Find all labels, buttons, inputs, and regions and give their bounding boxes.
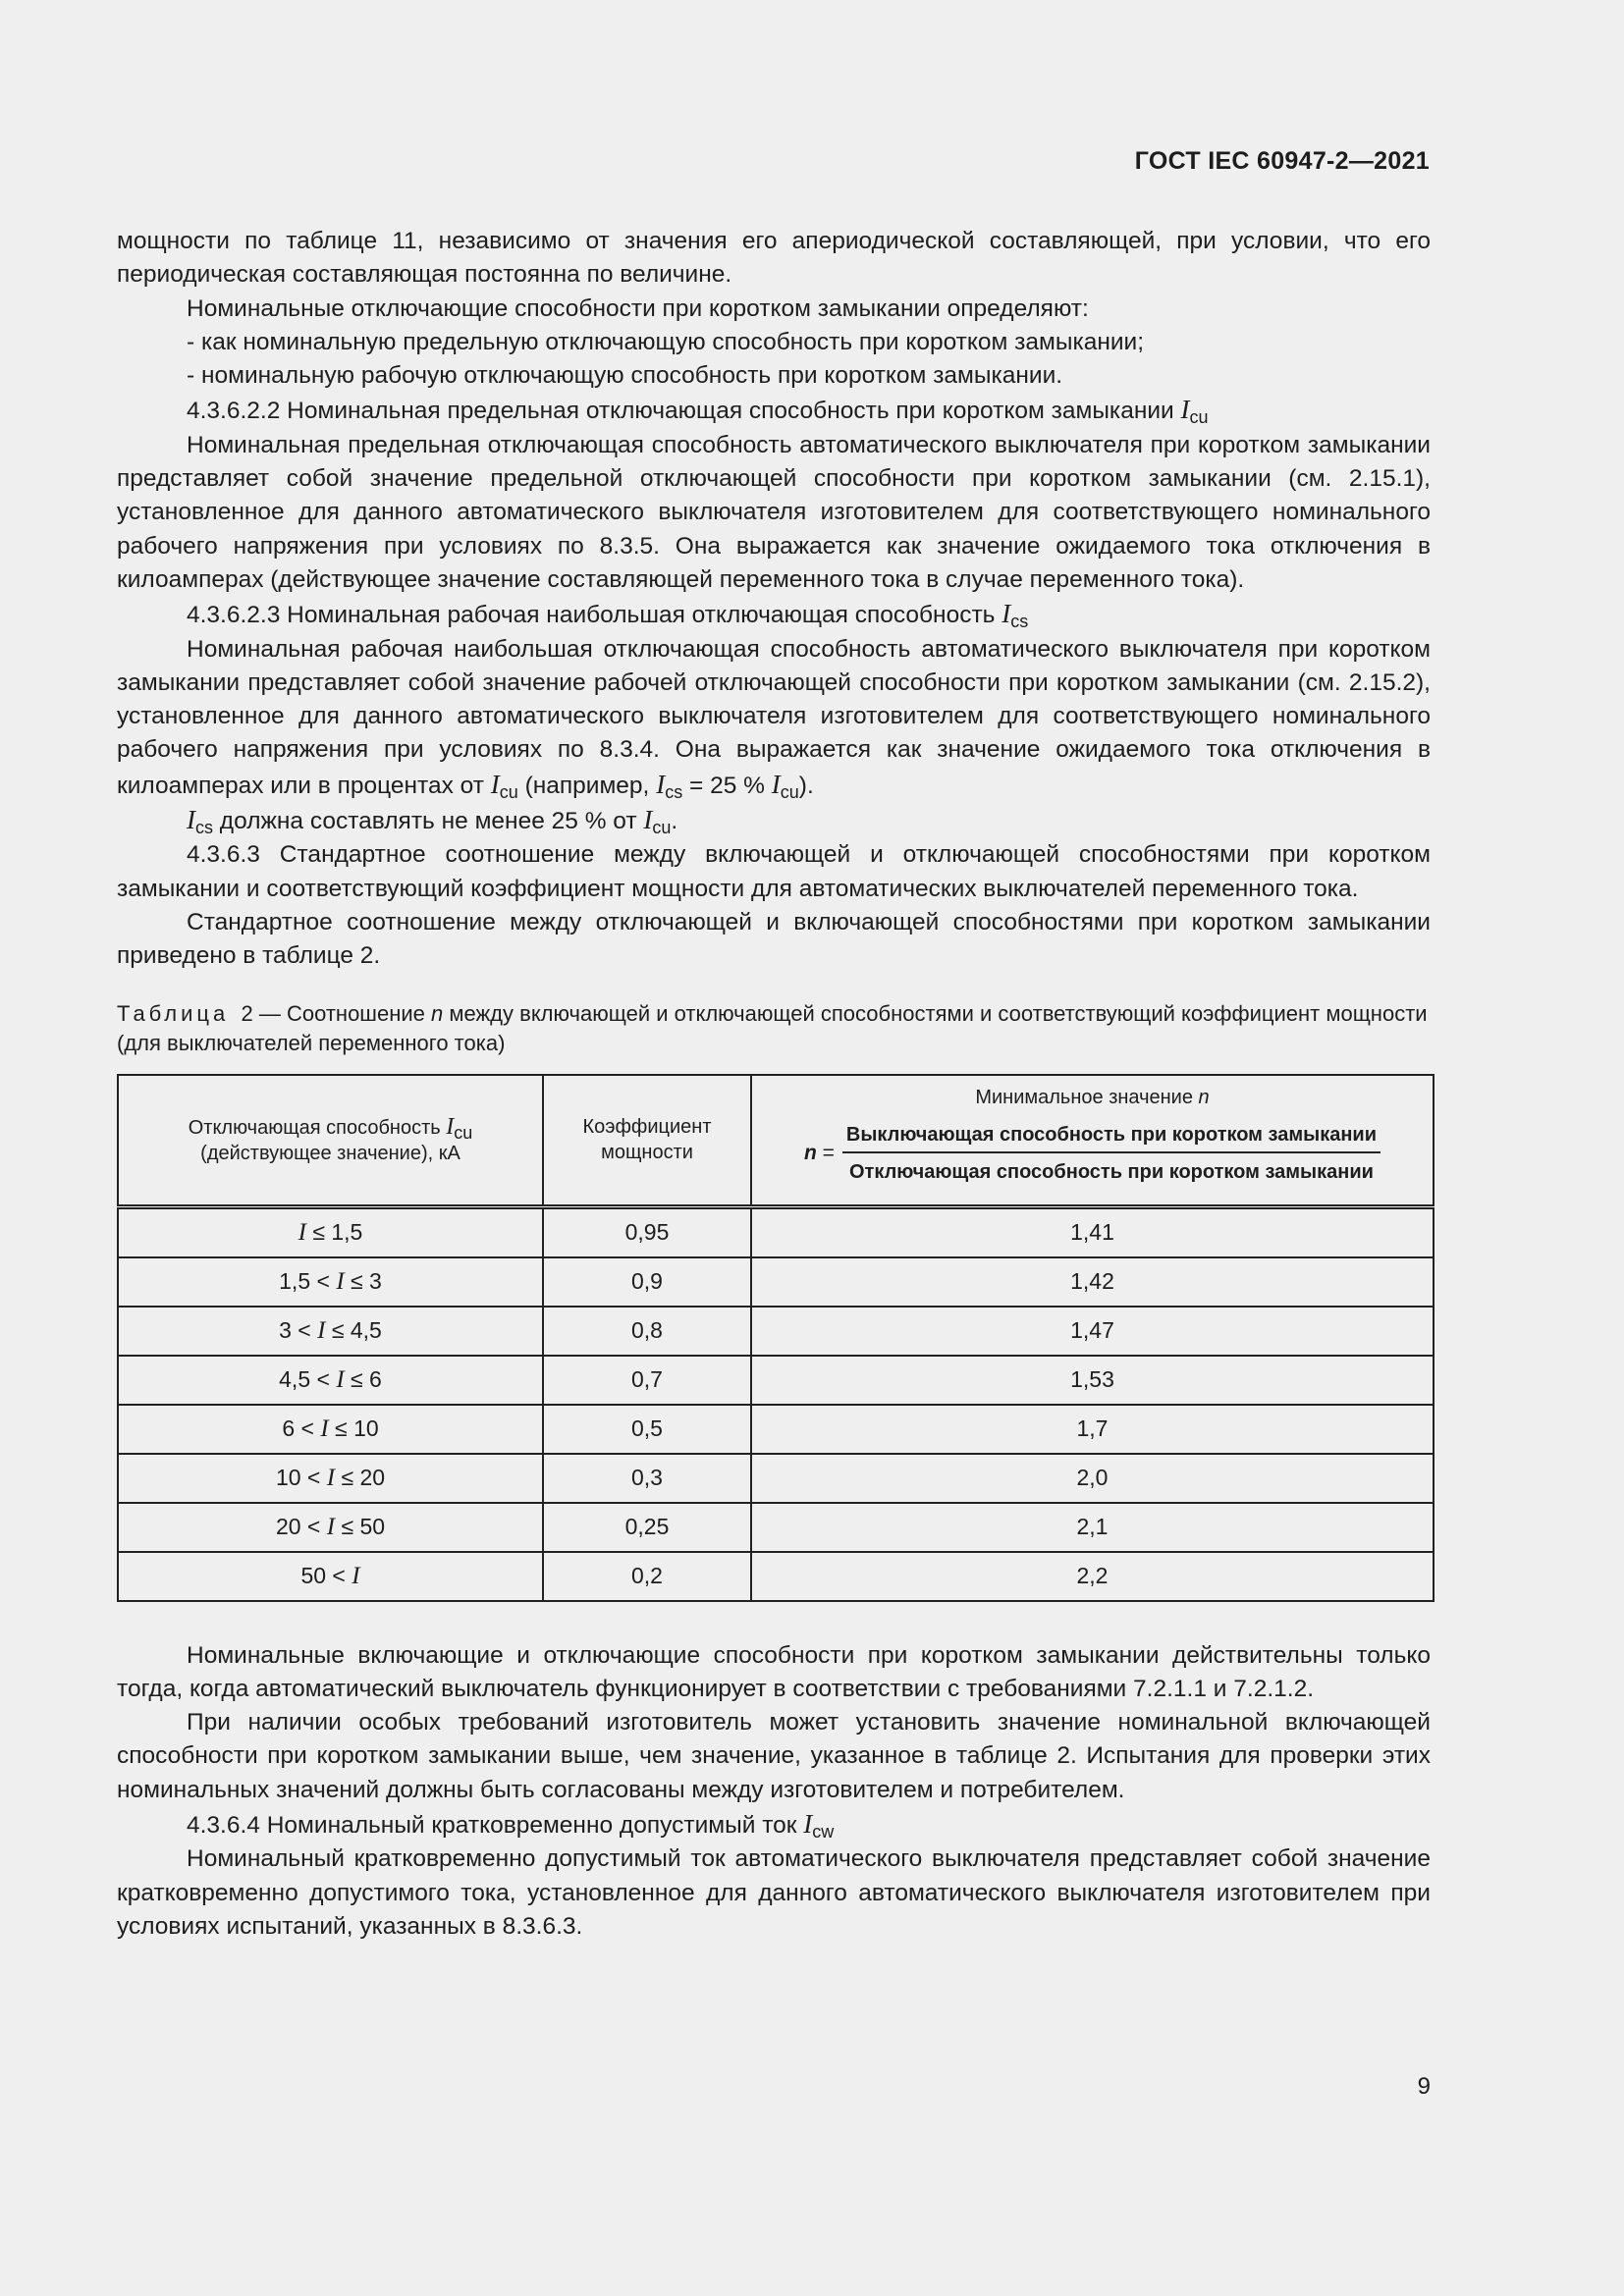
subscript: cu [780, 781, 799, 802]
range-suffix: ≤ 10 [328, 1415, 379, 1441]
subscript: cu [1189, 407, 1209, 428]
range-prefix: 3 < [279, 1316, 318, 1343]
caption-text: — Соотношение [252, 1000, 431, 1026]
symbol-n: n [803, 1142, 817, 1165]
caption-label: Таблица [117, 1000, 230, 1026]
text-run: должна составлять не менее 25 % от [213, 808, 644, 835]
cell-range [118, 1356, 543, 1405]
symbol-i: I [336, 1365, 345, 1393]
table-row [118, 1356, 1434, 1405]
range-suffix: ≤ 4,5 [325, 1316, 382, 1343]
table-header-row [118, 1075, 1434, 1207]
section-heading-4-3-6-2-2 [117, 393, 1431, 428]
cell-range [118, 1257, 543, 1307]
symbol-i: I [187, 805, 195, 835]
section-heading-4-3-6-2-3 [117, 597, 1431, 632]
cell-power-factor: 0,7 [543, 1356, 751, 1405]
page-content [117, 225, 1431, 1944]
paragraph: Номинальные отключающие способности при коротком замыкании определяют: [187, 294, 1089, 322]
table-row [118, 1307, 1434, 1356]
symbol-n: n [1198, 1087, 1210, 1109]
range-suffix: ≤ 6 [344, 1365, 382, 1392]
fraction-denominator: Отключающая способность при коротком замыкании [848, 1161, 1374, 1184]
text-run: = 25 % [682, 772, 772, 799]
cell-range [118, 1552, 543, 1601]
cell-power-factor: 0,5 [543, 1405, 751, 1454]
subscript: cs [195, 818, 213, 838]
header-text: (действующее значение), кА [200, 1142, 460, 1164]
cell-min-n: 1,42 [751, 1257, 1434, 1307]
fraction [842, 1122, 1380, 1185]
symbol-i: I [771, 769, 781, 799]
table-row [118, 1503, 1434, 1552]
cell-min-n: 1,47 [751, 1307, 1434, 1356]
table-2 [117, 1074, 1435, 1602]
paragraph: мощности по таблице 11, независимо от значения его апериодической составляющей, при условии, что его периодическая составляющая постоянна по величине. [117, 228, 1431, 289]
range-prefix: 6 < [282, 1415, 321, 1441]
cell-range [118, 1405, 543, 1454]
paragraph: Номинальный кратковременно допустимый ток автоматического выключателя представляет собой значение кратковременно допустимого тока, установленное для данного автоматического выключателя изготовителем при условиях испытаний, указанных в 8.3.6.3. [117, 1845, 1431, 1940]
paragraph [117, 803, 1431, 838]
cell-min-n: 2,1 [751, 1503, 1434, 1552]
table-caption [117, 999, 1431, 1058]
range-suffix: ≤ 3 [344, 1267, 382, 1294]
symbol-i: I [1180, 395, 1190, 425]
header-text: Отключающая способность [188, 1116, 447, 1139]
symbol-i: I [446, 1113, 455, 1140]
paragraph: Стандартное соотношение между отключающей и включающей способностями при коротком замыкании приведено в таблице 2. [117, 908, 1431, 970]
cell-min-n: 1,53 [751, 1356, 1434, 1405]
range-prefix: 4,5 < [279, 1365, 337, 1392]
cell-power-factor: 0,95 [543, 1206, 751, 1257]
range-prefix: 20 < [275, 1513, 327, 1539]
subscript: cs [665, 781, 683, 802]
list-item: - как номинальную предельную отключающую способность при коротком замыкании; [187, 328, 1145, 355]
symbol-i: I [298, 1218, 306, 1246]
ratio-formula [752, 1122, 1433, 1185]
symbol-i: I [643, 805, 653, 835]
range-prefix: 50 < [300, 1562, 352, 1588]
table-row [118, 1405, 1434, 1454]
min-n-title [752, 1085, 1433, 1110]
table-row [118, 1206, 1434, 1257]
caption-number: 2 [241, 1000, 253, 1026]
text-run: Номинальная рабочая наибольшая отключающая способность автоматического выключателя при коротком замыкании представляет собой значение рабочей отключающей способности при коротком замыкании (см. 2.15.2), установленное для данного автоматического выключателя изготовителем для соответствующего номинального рабочего напряжения при условиях по 8.3.4. Она выражается как значение ожидаемого тока отключения в килоамперах или в процентах от [117, 635, 1431, 799]
heading-text: 4.3.6.2.2 Номинальная предельная отключающая способность при коротком замыкании [187, 398, 1181, 425]
subscript: cu [454, 1122, 473, 1143]
caption-text: между включающей и отключающей способностями и соответствующий коэффициент мощности (для выключателей переменного тока) [117, 1000, 1428, 1055]
cell-min-n: 2,2 [751, 1552, 1434, 1601]
cell-power-factor: 0,25 [543, 1503, 751, 1552]
cell-range [118, 1503, 543, 1552]
symbol-i: I [490, 769, 500, 799]
fraction-numerator: Выключающая способность при коротком замыкании [842, 1122, 1380, 1153]
cell-range [118, 1307, 543, 1356]
range-suffix: ≤ 1,5 [305, 1218, 363, 1245]
col-header-power-factor: Коэффициент мощности [543, 1075, 751, 1207]
table-row [118, 1552, 1434, 1601]
paragraph: Номинальная предельная отключающая способность автоматического выключателя при коротком замыкании представляет собой значение предельной отключающей способности при коротком замыкании (см. 2.15.1), установленное для данного автоматического выключателя изготовителем для соответствующего номинального рабочего напряжения при условиях по 8.3.5. Она выражается как значение ожидаемого тока отключения в килоамперах (действующее значение составляющей переменного тока в случае переменного тока). [117, 431, 1431, 593]
document-code: ГОСТ IEC 60947-2—2021 [1134, 147, 1430, 175]
range-suffix: ≤ 20 [335, 1464, 386, 1490]
col-header-breaking-capacity [118, 1075, 543, 1207]
symbol-i: I [326, 1464, 336, 1491]
subscript: cu [652, 818, 672, 838]
paragraph: При наличии особых требований изготовитель может установить значение номинальной включающей способности при коротком замыкании выше, чем значение, указанное в таблице 2. Испытания для проверки этих номинальных значений должны быть согласованы между изготовителем и потребителем. [117, 1709, 1431, 1803]
text-run: . [671, 808, 678, 835]
cell-power-factor: 0,3 [543, 1454, 751, 1503]
paragraph [117, 633, 1431, 803]
range-prefix: 1,5 < [279, 1267, 337, 1294]
cell-min-n: 1,41 [751, 1206, 1434, 1257]
header-text: Минимальное значение [975, 1087, 1199, 1109]
symbol-i: I [336, 1267, 345, 1295]
cell-power-factor: 0,2 [543, 1552, 751, 1601]
table-row [118, 1454, 1434, 1503]
symbol-i: I [352, 1562, 360, 1589]
symbol-i: I [326, 1513, 336, 1540]
text-run: ). [798, 772, 814, 799]
subscript: cu [499, 781, 518, 802]
range-prefix: 10 < [275, 1464, 327, 1490]
heading-text: 4.3.6.2.3 Номинальная рабочая наибольшая отключающая способность [187, 602, 1002, 629]
symbol-i: I [803, 1809, 813, 1840]
formula-n [804, 1141, 835, 1166]
page-number: 9 [1417, 2073, 1431, 2100]
cell-power-factor: 0,8 [543, 1307, 751, 1356]
col-header-min-n [751, 1075, 1434, 1207]
cell-min-n: 1,7 [751, 1405, 1434, 1454]
cell-range [118, 1206, 543, 1257]
symbol-n: n [430, 1000, 444, 1026]
text-run: (например, [517, 772, 657, 799]
subscript: cw [812, 1822, 835, 1842]
symbol-i: I [317, 1316, 326, 1344]
range-suffix: ≤ 50 [335, 1513, 386, 1539]
symbol-i: I [1001, 599, 1011, 629]
symbol-i: I [656, 769, 666, 799]
symbol-i: I [320, 1415, 329, 1442]
cell-min-n: 2,0 [751, 1454, 1434, 1503]
paragraph: Номинальные включающие и отключающие способности при коротком замыкании действительны только тогда, когда автоматический выключатель функционирует в соответствии с требованиями 7.2.1.1 и 7.2.1.2. [117, 1641, 1431, 1702]
cell-power-factor: 0,9 [543, 1257, 751, 1307]
subscript: cs [1010, 612, 1029, 632]
section-heading-4-3-6-3: 4.3.6.3 Стандартное соотношение между включающей и отключающей способностями при коротком замыкании и соответствующий коэффициент мощности для автоматических выключателей переменного тока. [117, 841, 1431, 902]
heading-text: 4.3.6.4 Номинальный кратковременно допустимый ток [187, 1812, 804, 1840]
cell-range [118, 1454, 543, 1503]
section-heading-4-3-6-4 [117, 1807, 1431, 1842]
table-row [118, 1257, 1434, 1307]
list-item: - номинальную рабочую отключающую способность при коротком замыкании. [187, 362, 1063, 390]
equals-sign: = [822, 1142, 835, 1165]
